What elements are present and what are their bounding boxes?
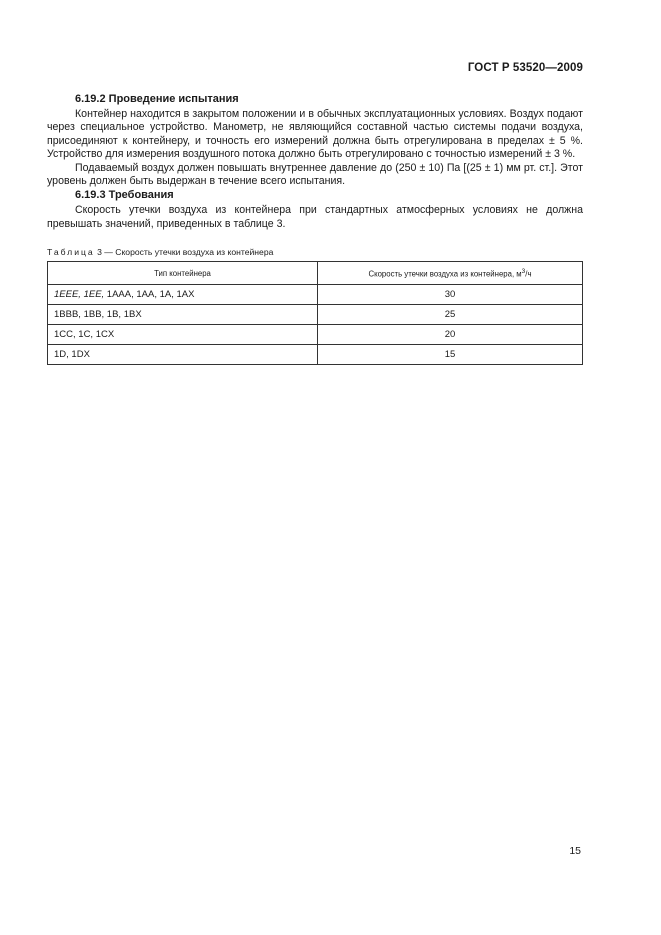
section-number: 6.19.3 [75, 189, 106, 202]
column-header-rate [318, 262, 583, 285]
section-heading [75, 188, 583, 202]
table-caption-text: 3 — Скорость утечки воздуха из контейнера [94, 247, 274, 258]
leak-rate-cell: 30 [318, 285, 583, 305]
page-number: 15 [569, 845, 581, 857]
container-type-cell [48, 285, 318, 305]
leak-rate-cell: 15 [318, 345, 583, 365]
container-type-cell [48, 325, 318, 345]
leak-rate-table [47, 261, 583, 365]
table-row [48, 345, 583, 365]
section-6-19-2 [47, 92, 583, 106]
table-row [48, 305, 583, 325]
paragraph: Контейнер находится в закрытом положении и в обычных эксплуатационных условиях. Воздух подают через специальное устройство. Манометр, не являющийся составной частью системы подачи воздуха, присоединяют к контейнеру, и точность его измерений должна быть отрегулирована в пределах ± 5 %. Устройство для измерения воздушного потока должно быть отрегулировано с точностью измерений ± 3 %. [47, 108, 583, 161]
table-row [48, 285, 583, 305]
container-type-italic: 1EEE, 1EE, [54, 289, 105, 301]
container-type-cell [48, 305, 318, 325]
table-header-row [48, 262, 583, 285]
section-number: 6.19.2 [75, 93, 106, 105]
paragraph: Подаваемый воздух должен повышать внутреннее давление до (250 ± 10) Па [(25 ± 1) мм рт. ст.]. Этот уровень должен быть выдержан в течение всего испытания. [47, 161, 583, 188]
column-header-type: Тип контейнера [48, 262, 318, 285]
leak-rate-cell: 20 [318, 325, 583, 345]
paragraph: Скорость утечки воздуха из контейнера при стандартных атмосферных условиях не должна превышать значений, приведенных в таблице 3. [47, 204, 583, 230]
container-type-text: 1D, 1DX [54, 349, 90, 361]
container-type-text: 1CC, 1C, 1CX [54, 329, 115, 341]
section-title: Проведение испытания [108, 93, 239, 105]
container-type-text: 1AAA, 1AA, 1A, 1AX [104, 289, 195, 301]
leak-rate-cell: 25 [318, 305, 583, 325]
standard-code: ГОСТ Р 53520—2009 [467, 62, 583, 74]
section-title: Требования [108, 189, 174, 202]
rate-header-suffix: /ч [525, 269, 532, 279]
section-6-19-3 [47, 188, 583, 202]
table-caption-word: Таблица [47, 247, 95, 258]
page-content [47, 92, 583, 365]
container-type-cell [48, 345, 318, 365]
rate-header-prefix: Скорость утечки воздуха из контейнера, м [368, 269, 522, 279]
container-type-text: 1BBB, 1BB, 1B, 1BX [54, 309, 142, 321]
table-caption [47, 247, 583, 257]
rate-header-superscript: 3 [521, 267, 526, 275]
table-row [48, 325, 583, 345]
section-heading [75, 92, 583, 106]
